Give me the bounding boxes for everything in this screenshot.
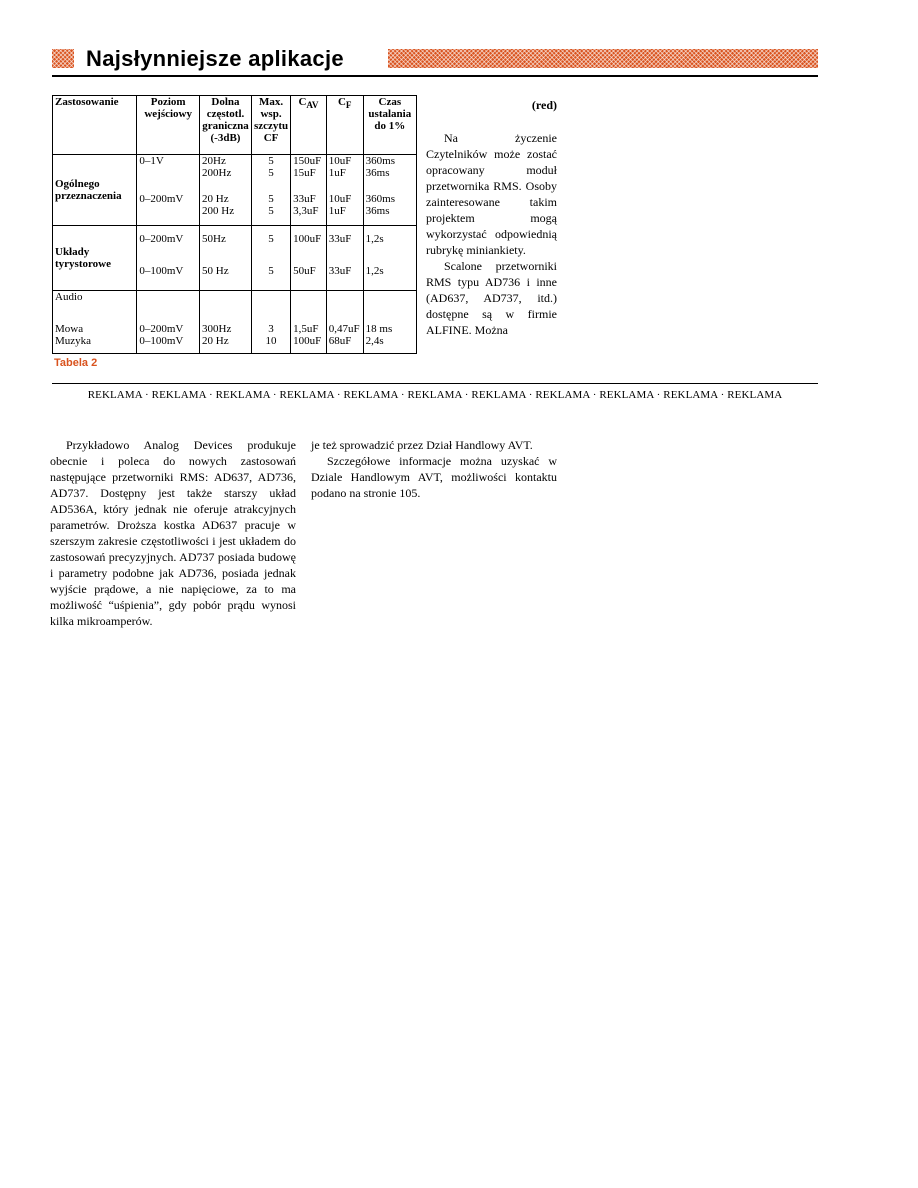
level-cell: 0–200mV <box>137 317 200 335</box>
table-row <box>53 291 417 317</box>
cf-symbol: C <box>337 96 346 108</box>
cav-cell: 150uF 15uF <box>291 155 327 194</box>
cav-cell: 33uF 3,3uF <box>291 193 327 225</box>
ad-label: · REKLAMA <box>526 389 590 401</box>
category-cell: Układy tyrystorowe <box>53 226 137 291</box>
cav-cell: 1,5uF <box>291 317 327 335</box>
table-header-row <box>53 96 417 155</box>
freq-cell: 300Hz <box>200 317 252 335</box>
cf-subscript: F <box>345 100 352 111</box>
col-header-cav <box>291 96 327 155</box>
body-column-1 <box>50 437 296 629</box>
cav-cell: 100uF <box>291 226 327 252</box>
cav-cell: 100uF <box>291 335 327 353</box>
level-cell: 0–1V <box>137 155 200 194</box>
table-row <box>53 335 417 353</box>
cf2-cell: 10uF 1uF <box>326 155 363 194</box>
table-row <box>53 155 417 194</box>
side-column <box>426 130 557 338</box>
ad-label: · REKLAMA <box>270 389 334 401</box>
col-header-poziom: Poziom wejściowy <box>137 96 200 155</box>
time-cell: 1,2s <box>363 252 416 291</box>
col-header-cf-cap <box>326 96 363 155</box>
ad-label: · REKLAMA <box>142 389 206 401</box>
ad-label: REKLAMA <box>87 389 143 401</box>
subcategory-cell: Muzyka <box>53 335 137 353</box>
section-header <box>52 44 818 74</box>
body-paragraph: Szczegółowe informacje można uzyskać w Dziale Handlowym AVT, możliwości kontaktu podano na stronie 105. <box>311 454 557 500</box>
ad-label: · REKLAMA <box>654 389 718 401</box>
freq-cell: 20Hz 200Hz <box>200 155 252 194</box>
ad-label: · REKLAMA <box>590 389 654 401</box>
cf-cell: 5 <box>251 226 290 252</box>
category-cell: Ogólnego przeznaczenia <box>53 155 137 226</box>
time-cell: 1,2s <box>363 226 416 252</box>
cf2-cell: 10uF 1uF <box>326 193 363 225</box>
level-cell: 0–200mV <box>137 226 200 252</box>
author-signature: (red) <box>531 98 557 112</box>
header-hatch-right <box>388 49 818 68</box>
freq-cell: 50 Hz <box>200 252 252 291</box>
level-cell: 0–200mV <box>137 193 200 225</box>
body-paragraph: Przykładowo Analog Devices produkuje obecnie i poleca do nowych zastosowań następujące przetworniki RMS: AD637, AD736, AD737. Dostępny jest także starszy układ AD536A, który jednak nie oferuje atrakcyjnych parametrów. Droższa kostka AD637 pracuje w szerszym zakresie częstotliwości i jest układem do zastosowań precyzyjnych. AD737 posiada budowę i parametry podobne jak AD736, posiada jednak wyjście prądowe, a nie napięciowe, za to ma możliwość “uśpienia”, gdy pobór prądu wynosi kilka mikroamperów. <box>50 438 296 628</box>
freq-cell: 20 Hz 200 Hz <box>200 193 252 225</box>
cf-cell: 5 5 <box>251 155 290 194</box>
time-cell: 18 ms <box>363 317 416 335</box>
side-paragraph: Scalone przetworniki RMS typu AD736 i inne (AD637, AD737, itd.) dostępne są w firmie ALFINE. Można <box>426 259 557 337</box>
subcategory-cell: Mowa <box>53 317 137 335</box>
ad-strip <box>52 389 818 401</box>
cf2-cell: 33uF <box>326 226 363 252</box>
cf-cell: 10 <box>251 335 290 353</box>
level-cell: 0–100mV <box>137 252 200 291</box>
col-header-czestotl: Dolna częstotl. graniczna (-3dB) <box>200 96 252 155</box>
ad-label: · REKLAMA <box>398 389 462 401</box>
header-hatch-left <box>52 49 74 68</box>
col-header-cf: Max. wsp. szczytu CF <box>251 96 290 155</box>
freq-cell: 20 Hz <box>200 335 252 353</box>
ad-divider <box>52 383 818 384</box>
time-cell: 2,4s <box>363 335 416 353</box>
ad-label: · REKLAMA <box>206 389 270 401</box>
ad-label: · REKLAMA <box>718 389 783 401</box>
cav-symbol: C <box>298 96 307 108</box>
col-header-zastosowanie: Zastosowanie <box>53 96 137 155</box>
cf-cell: 5 5 <box>251 193 290 225</box>
time-cell: 360ms 36ms <box>363 193 416 225</box>
category-cell: Audio <box>53 291 137 317</box>
spec-table <box>52 95 417 354</box>
cf2-cell: 33uF <box>326 252 363 291</box>
table-row <box>53 226 417 252</box>
cf2-cell: 0,47uF <box>326 317 363 335</box>
ad-label: · REKLAMA <box>462 389 526 401</box>
cf-cell: 3 <box>251 317 290 335</box>
body-paragraph: je też sprowadzić przez Dział Handlowy AVT. <box>311 438 533 452</box>
freq-cell: 50Hz <box>200 226 252 252</box>
cf2-cell: 68uF <box>326 335 363 353</box>
col-header-czas: Czas ustalania do 1% <box>363 96 416 155</box>
page-title: Najsłynniejsze aplikacje <box>86 46 344 71</box>
table-row <box>53 317 417 335</box>
cav-subscript: AV <box>306 100 319 111</box>
level-cell: 0–100mV <box>137 335 200 353</box>
table-caption: Tabela 2 <box>54 357 98 369</box>
time-cell: 360ms 36ms <box>363 155 416 194</box>
ad-label: · REKLAMA <box>334 389 398 401</box>
header-rule <box>52 75 818 77</box>
side-paragraph: Na życzenie Czytelników może zostać opracowany moduł przetwornika RMS. Osoby zainteresowane takim projektem mogą wykorzystać odpowiednią rubrykę miniankiety. <box>426 131 557 257</box>
cav-cell: 50uF <box>291 252 327 291</box>
cf-cell: 5 <box>251 252 290 291</box>
body-column-2 <box>311 437 557 501</box>
